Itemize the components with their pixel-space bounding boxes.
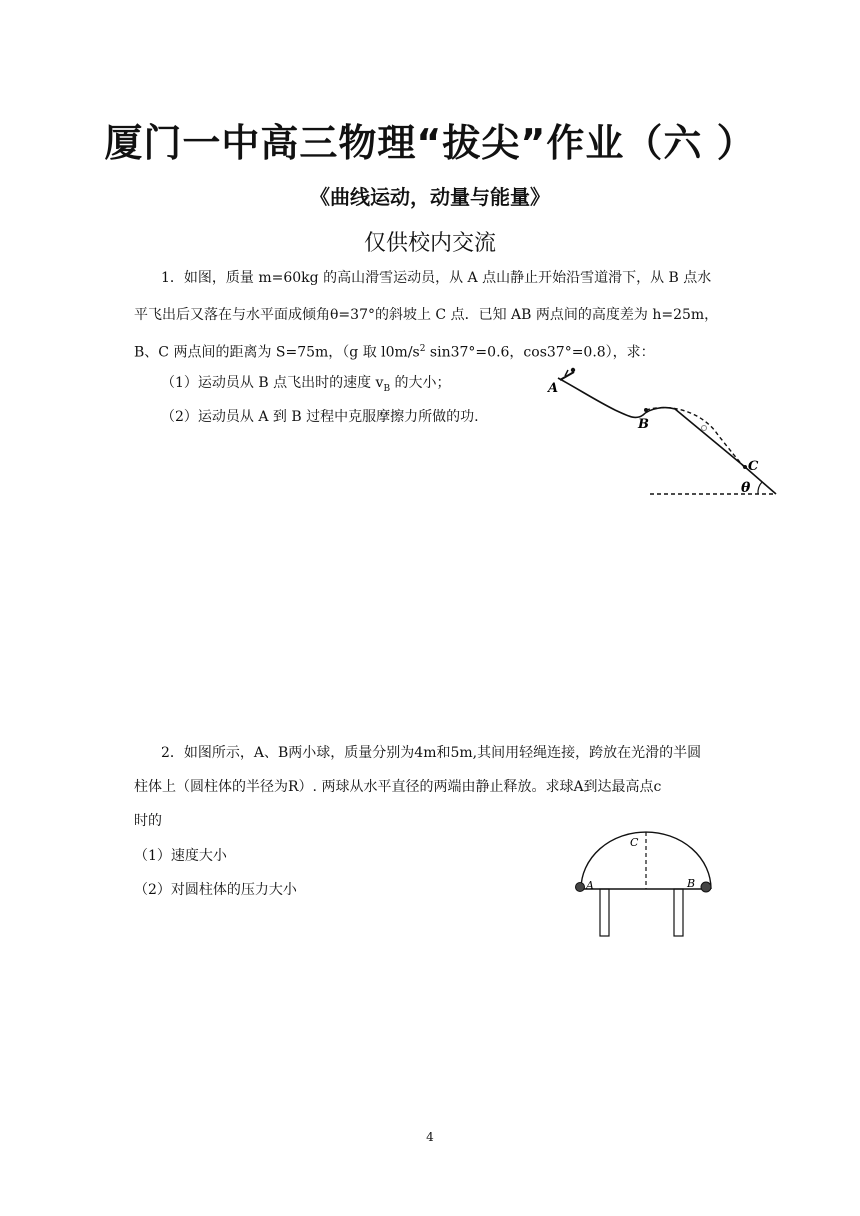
- q1-line-2: 平飞出后又落在与水平面成倾角θ=37°的斜坡上 C 点．已知 AB 两点间的高度差为 h=25m，: [134, 307, 719, 323]
- page-title: 厦门一中高三物理“拔尖”作业（六 ）: [104, 121, 756, 165]
- point-c-dot: [743, 465, 747, 469]
- right-support-leg: [674, 889, 683, 936]
- angle-arc: [758, 482, 762, 494]
- q1-line-3-prefix: B、C 两点间的距离为 S=75m，（g 取 l0m/s: [134, 344, 420, 361]
- q1-line-1: 1．如图，质量 m=60kg 的高山滑雪运动员，从 A 点山静止开始沿雪道滑下，从 B 点水: [161, 270, 712, 286]
- slope-curve: [558, 378, 776, 494]
- q1-line-3-suffix: sin37°=0.6，cos37°=0.8），求：: [425, 344, 655, 361]
- label-theta: θ: [741, 480, 751, 496]
- q2-subquestion-1: （1）速度大小: [134, 848, 227, 864]
- ball-b: [701, 882, 711, 892]
- trajectory-marker: [702, 426, 707, 431]
- label-a: A: [548, 381, 559, 396]
- q2-subquestion-2: （2）对圆柱体的压力大小: [134, 882, 297, 898]
- left-support-leg: [600, 889, 609, 936]
- point-b-dot: [644, 408, 648, 412]
- page-number: 4: [426, 1130, 434, 1144]
- page-subtitle: 《曲线运动，动量与能量》: [310, 185, 550, 209]
- q1-sub1-subscript: B: [383, 383, 391, 394]
- q1-sub1-suffix: 的大小；: [390, 375, 451, 391]
- label-b: B: [638, 417, 649, 432]
- q2-line-3: 时的: [134, 813, 162, 829]
- label-c: C: [748, 459, 759, 474]
- distribution-note: 仅供校内交流: [363, 231, 496, 256]
- q1-sub1-prefix: （1）运动员从 B 点飞出时的速度 v: [161, 375, 384, 391]
- ski-slope-figure: [540, 360, 790, 505]
- q1-subquestion-2: （2）运动员从 A 到 B 过程中克服摩擦力所做的功.: [161, 409, 479, 425]
- q2-line-1: 2．如图所示，A、B两小球，质量分别为4m和5m,其间用轻绳连接，跨放在光滑的半圆: [161, 745, 702, 761]
- skier-icon: [560, 368, 575, 380]
- trajectory-dashed: [646, 408, 745, 468]
- q1-line-3-superscript: 2: [419, 344, 426, 354]
- label-b: B: [687, 877, 696, 890]
- q2-line-2: 柱体上（圆柱体的半径为R）. 两球从水平直径的两端由静止释放。求球A到达最高点c: [134, 779, 662, 795]
- ball-a: [576, 883, 585, 892]
- half-cylinder-figure: [570, 825, 720, 940]
- label-c: C: [630, 836, 639, 849]
- q1-subquestion-1: [161, 373, 451, 399]
- label-a: A: [586, 879, 594, 892]
